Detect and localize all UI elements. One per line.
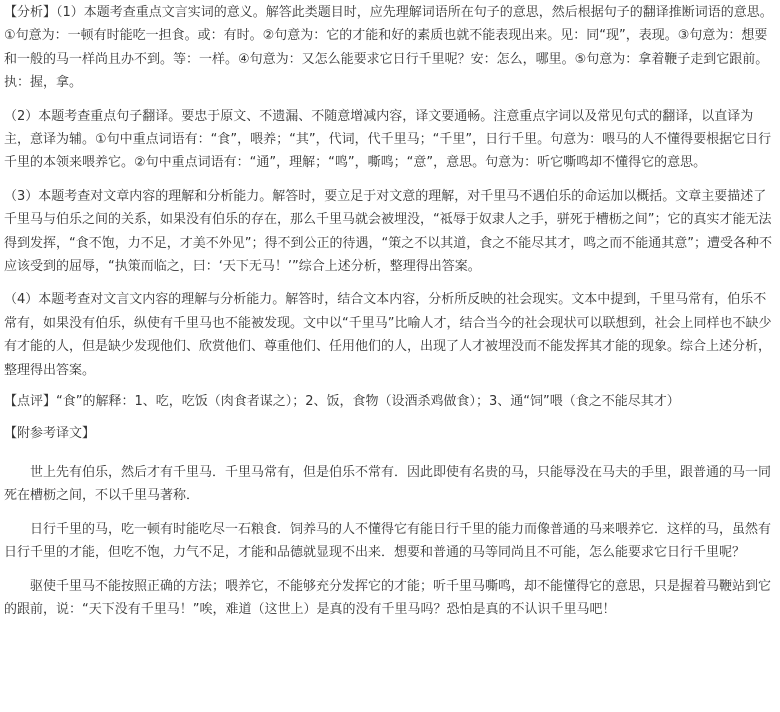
analysis-paragraph-4: （4）本题考查对文言文内容的理解与分析能力。解答时，结合文本内容，分析所反映的社会现实。文本中提到，千里马常有，伯乐不常有，如果没有伯乐，纵使有千里马也不能被发现。文中以“千里马”比喻人才，结合当今的社会现状可以联想到，社会上同样也不缺少有才能的人，但是缺少发现他们、欣赏他们、尊重他们、任用他们的人，出现了人才被埋没而不能发挥其才能的现象。综合上述分析，整理得出答案。	[4, 292, 772, 378]
analysis-paragraph-3: （3）本题考查对文章内容的理解和分析能力。解答时，要立足于对文意的理解，对千里马不遇伯乐的命运加以概括。文章主要描述了千里马与伯乐之间的关系，如果没有伯乐的存在，那么千里马就会被埋没，“祗辱于奴隶人之手，骈死于槽枥之间”；它的真实才能无法得到发挥，“食不饱，力不足，才美不外见”；得不到公正的待遇，“策之不以其道，食之不能尽其才，鸣之而不能通其意”；遭受各种不应该受到的屈辱，“执策而临之，曰：‘天下无马！’”综合上述分析，整理得出答案。	[4, 188, 772, 275]
reference-translation	[4, 461, 776, 621]
reference-title: 【附参考译文】	[4, 425, 96, 441]
analysis-paragraph-2: （2）本题考查重点句子翻译。要忠于原文、不遗漏、不随意增减内容，译文要通畅。注意重点字词以及常见句式的翻译，以直译为主，意译为辅。①句中重点词语有：“食”，喂养；“其”，代词，代千里马；“千里”，日行千里。句意为：喂马的人不懂得要根据它日行千里的本领来喂养它。②句中重点词语有：“通”，理解；“鸣”，嘶鸣；“意”，意思。句意为：听它嘶鸣却不懂得它的意思。	[4, 108, 772, 171]
translation-paragraph-3: 驱使千里马不能按照正确的方法；喂养它，不能够充分发挥它的才能；听千里马嘶鸣，却不能懂得它的意思，只是握着马鞭站到它的跟前，说：“天下没有千里马！”唉，难道（这世上）是真的没有千里马吗？恐怕是真的不认识千里马吧！	[4, 578, 772, 617]
translation-paragraph-2: 日行千里的马，吃一顿有时能吃尽一石粮食．饲养马的人不懂得它有能日行千里的能力而像普通的马来喂养它．这样的马，虽然有日行千里的才能，但吃不饱，力气不足，才能和品德就显现不出来．想要和普通的马等同尚且不可能，怎么能要求它日行千里呢？	[4, 521, 772, 561]
analysis-paragraph-1: 【分析】（1）本题考查重点文言实词的意义。解答此类题目时，应先理解词语所在句子的意思，然后根据句子的翻译推断词语的意思。①句意为：一顿有时能吃一担食。或：有时。②句意为：它的才能和好的素质也就不能表现出来。见：同“现”，表现。③句意为：想要和一般的马一样尚且办不到。等：一样。④句意为：又怎么能要求它日行千里呢？安：怎么，哪里。⑤句意为：拿着鞭子走到它跟前。执：握，拿。	[4, 5, 773, 91]
analysis-section	[4, 1, 776, 382]
comment-paragraph: 【点评】“食”的解释：1、吃，吃饭（肉食者谋之）；2、饭，食物（设酒杀鸡做食）；3、通“饲”喂（食之不能尽其才）	[4, 394, 680, 410]
translation-paragraph-1: 世上先有伯乐，然后才有千里马．千里马常有，但是伯乐不常有．因此即使有名贵的马，只能辱没在马夫的手里，跟普通的马一同死在槽枥之间，不以千里马著称．	[4, 464, 772, 504]
